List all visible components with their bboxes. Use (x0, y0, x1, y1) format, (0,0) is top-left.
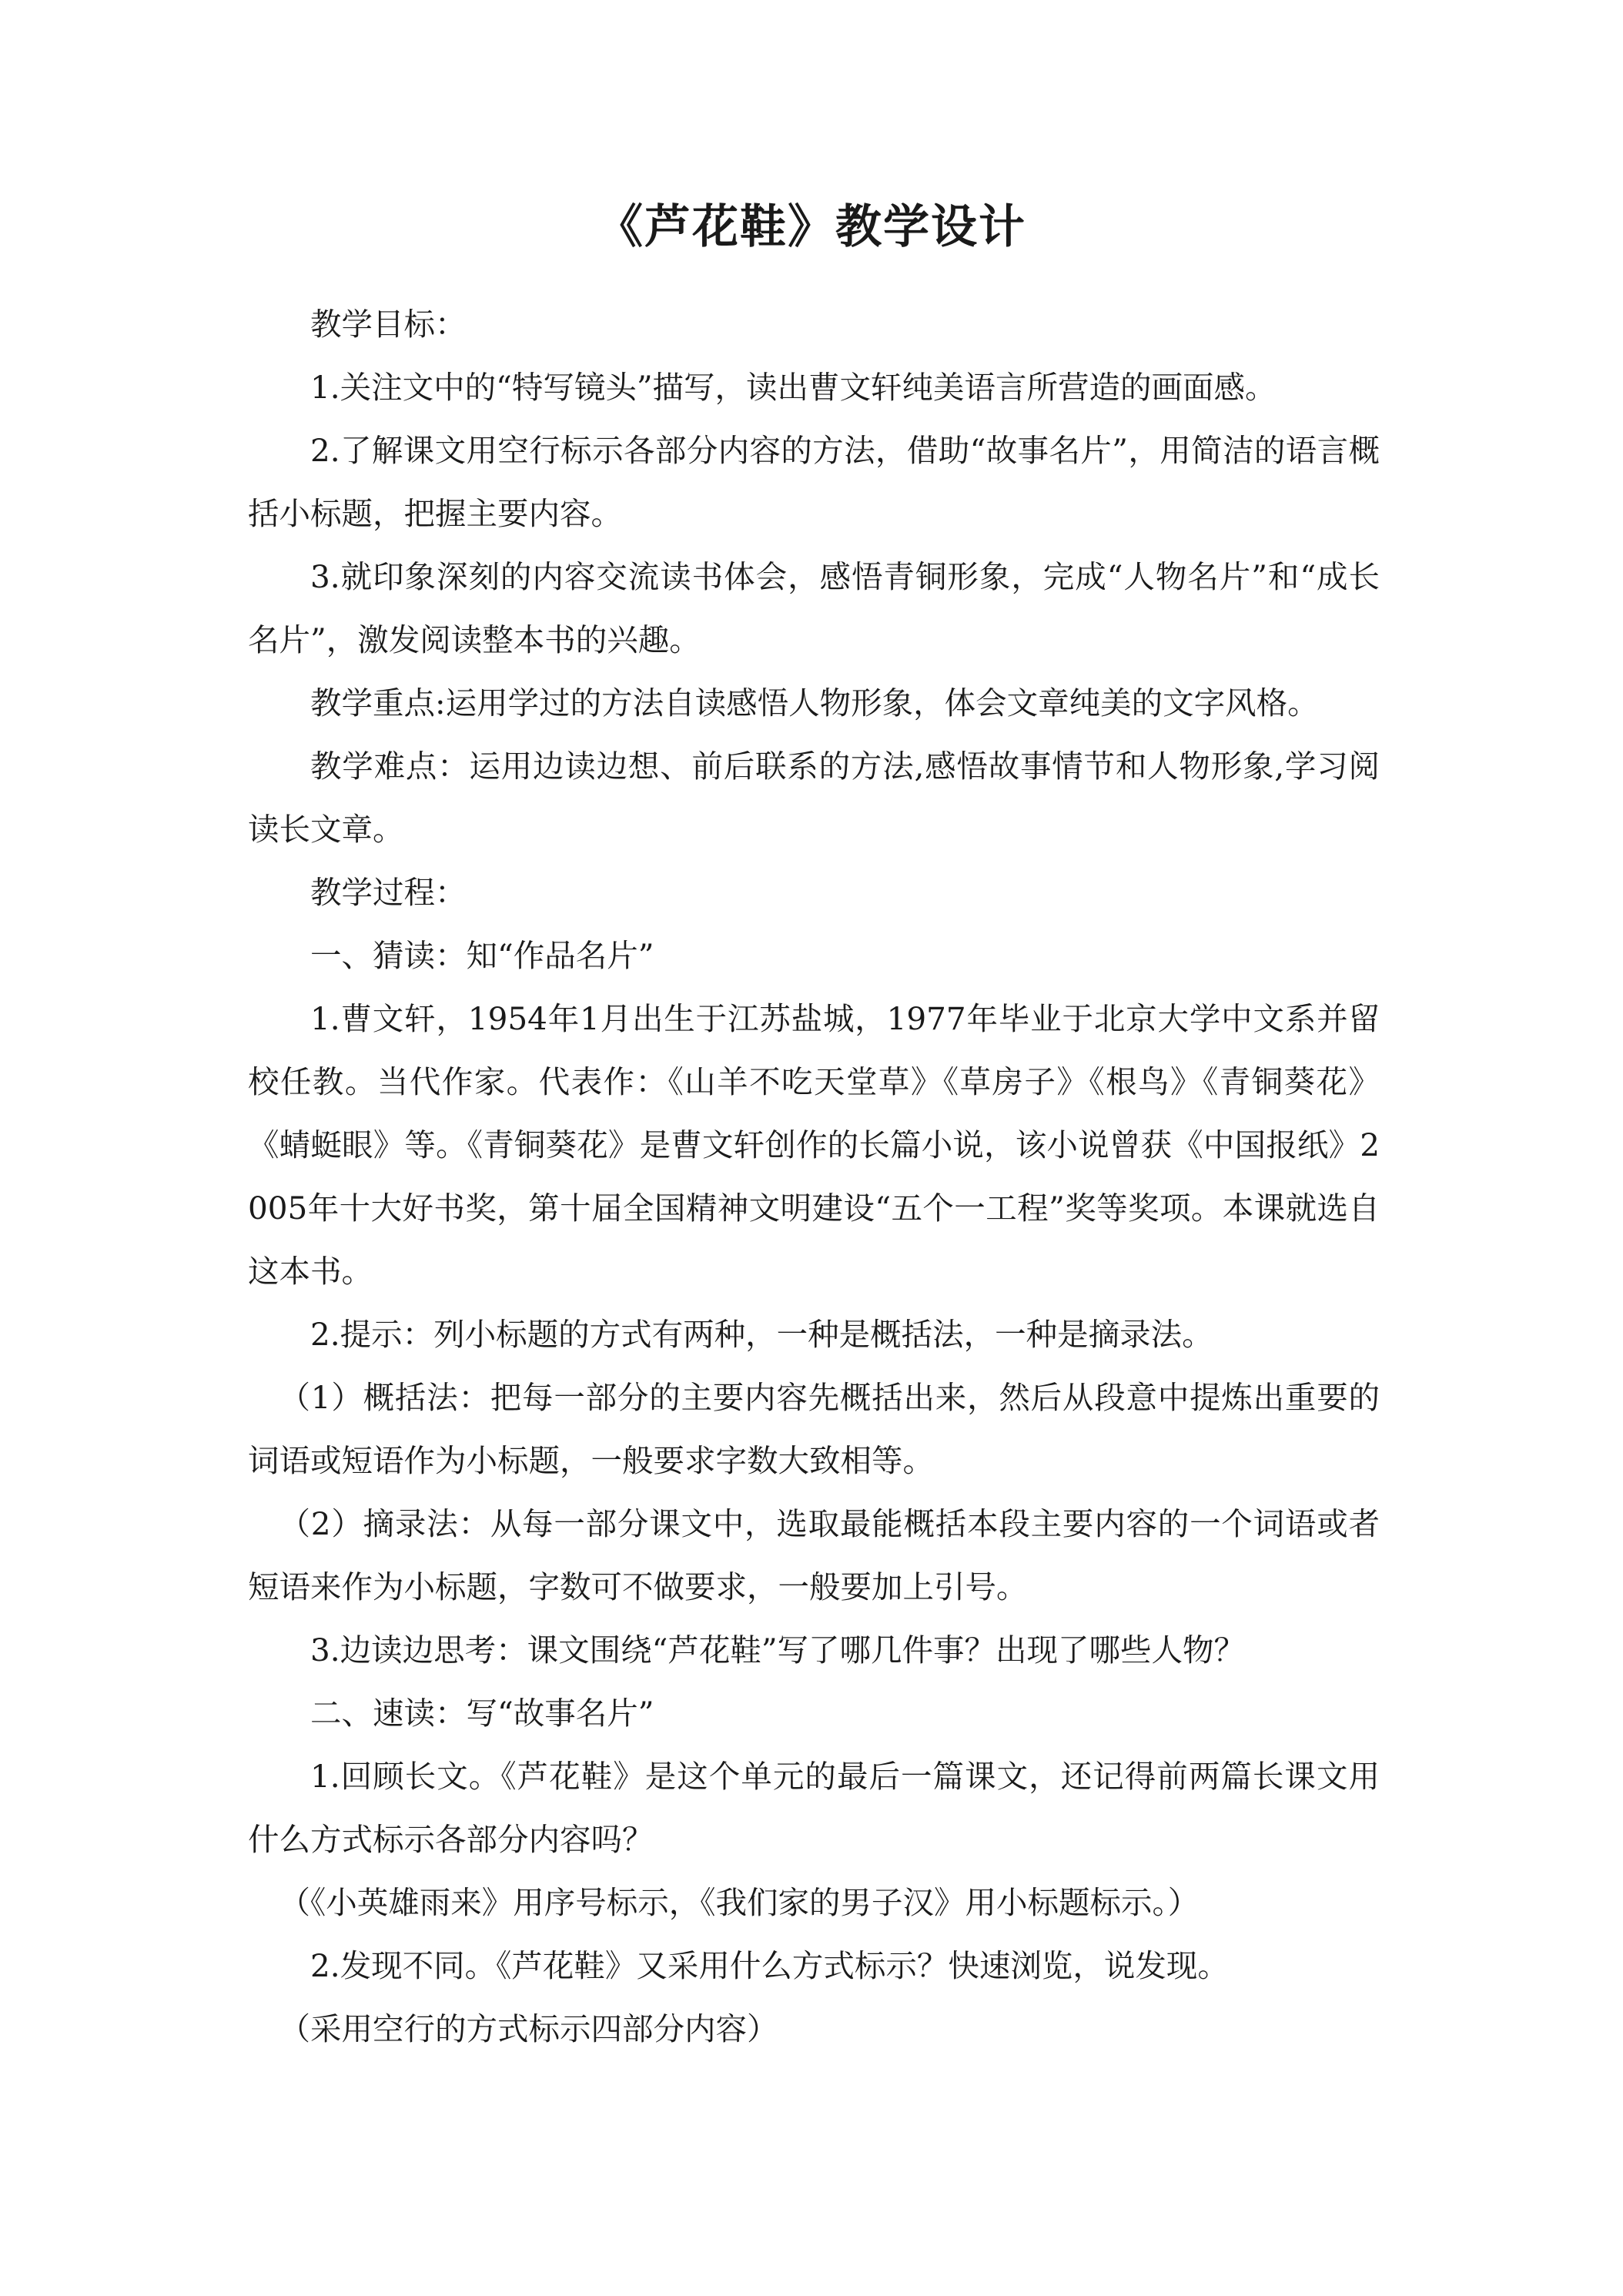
step-2-note-1: （《小英雄雨来》用序号标示，《我们家的男子汉》用小标题标示。） (279, 1884, 1200, 1921)
step-heading-2: 二、速读：写“故事名片” (310, 1695, 654, 1732)
goal-item-3: 3.就印象深刻的内容交流读书体会，感悟青铜形象，完成“人物名片”和“成长名片”，激发阅读整本书的兴趣。 (248, 558, 1380, 658)
key-point: 教学重点:运用学过的方法自读感悟人物形象，体会文章纯美的文字风格。 (310, 684, 1319, 721)
step-2-item-2: 2.发现不同。《芦花鞋》又采用什么方式标示？快速浏览，说发现。 (310, 1947, 1229, 1984)
difficult-point: 教学难点：运用边读边想、前后联系的方法,感悟故事情节和人物形象,学习阅读长文章。 (248, 748, 1380, 848)
step-1-method-1: （1）概括法：把每一部分的主要内容先概括出来，然后从段意中提炼出重要的词语或短语作为小标题，一般要求字数大致相等。 (248, 1379, 1380, 1479)
goal-item-2: 2.了解课文用空行标示各部分内容的方法，借助“故事名片”，用简洁的语言概括小标题，把握主要内容。 (248, 432, 1380, 532)
goal-item-1: 1.关注文中的“特写镜头”描写，读出曹文轩纯美语言所营造的画面感。 (310, 369, 1277, 406)
step-2-note-2: （采用空行的方式标示四部分内容） (279, 2010, 778, 2047)
document-title: 《芦花鞋》教学设计 (597, 200, 1026, 254)
step-1-item-2: 2.提示：列小标题的方式有两种，一种是概括法，一种是摘录法。 (310, 1316, 1213, 1353)
document-body (248, 293, 1380, 2060)
step-2-item-1: 1.回顾长文。《芦花鞋》是这个单元的最后一篇课文，还记得前两篇长课文用什么方式标示各部分内容吗？ (248, 1758, 1380, 1858)
section-heading-process: 教学过程： (310, 874, 467, 911)
step-heading-1: 一、猜读：知“作品名片” (310, 937, 654, 974)
section-heading-goals: 教学目标： (310, 306, 467, 343)
step-1-item-1: 1.曹文轩，1954年1月出生于江苏盐城，1977年毕业于北京大学中文系并留校任教。当代作家。代表作：《山羊不吃天堂草》《草房子》《根鸟》《青铜葵花》《蜻蜓眼》等。《青铜葵花》是曹文轩创作的长篇小说，该小说曾获《中国报纸》2005年十大好书奖，第十届全国精神文明建设“五个一工程”奖等奖项。本课就选自这本书。 (248, 1000, 1380, 1290)
step-1-item-3: 3.边读边思考：课文围绕“芦花鞋”写了哪几件事？出现了哪些人物？ (310, 1632, 1246, 1668)
step-1-method-2: （2）摘录法：从每一部分课文中，选取最能概括本段主要内容的一个词语或者短语来作为小标题，字数可不做要求，一般要加上引号。 (248, 1505, 1380, 1605)
